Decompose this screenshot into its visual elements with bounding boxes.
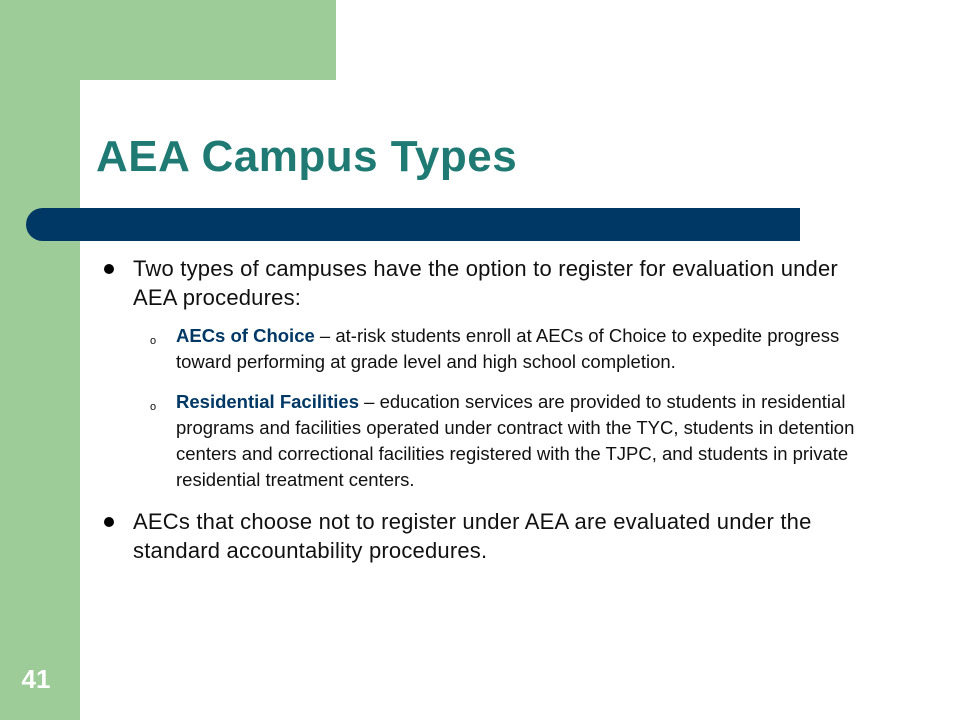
bullet-item [104, 254, 884, 312]
sub-bullet-text: – at-risk students enroll at AECs of Choice to expedite progress toward performing at grade level and high school completion. [176, 325, 840, 372]
sub-bullet-item [104, 323, 884, 375]
sub-bullet-text: – education services are provided to students in residential programs and facilities operated under contract with the TYC, students in detention centers and correctional facilities registered with the TJPC, and students in private residential treatment centers. [176, 391, 855, 490]
sub-bullet-term: Residential Facilities [176, 391, 360, 412]
round-bullet-icon [104, 517, 114, 527]
bullet-text: AECs that choose not to register under AEA are evaluated under the standard accountability procedures. [133, 509, 812, 563]
bullet-item [104, 507, 884, 565]
sub-bullet-item [104, 389, 884, 493]
sub-bullet-list [104, 323, 884, 493]
top-green-band [0, 0, 336, 80]
left-green-band [0, 0, 80, 720]
slide-title: AEA Campus Types [96, 132, 518, 181]
circle-bullet-icon: o [150, 335, 157, 347]
bullet-text: Two types of campuses have the option to register for evaluation under AEA procedures: [133, 256, 838, 310]
slide-content [104, 254, 884, 565]
sub-bullet-term: AECs of Choice [176, 325, 315, 346]
round-bullet-icon [104, 264, 114, 274]
circle-bullet-icon: o [150, 401, 157, 413]
slide-number: 41 [21, 664, 51, 694]
title-underline-bar [26, 208, 800, 241]
